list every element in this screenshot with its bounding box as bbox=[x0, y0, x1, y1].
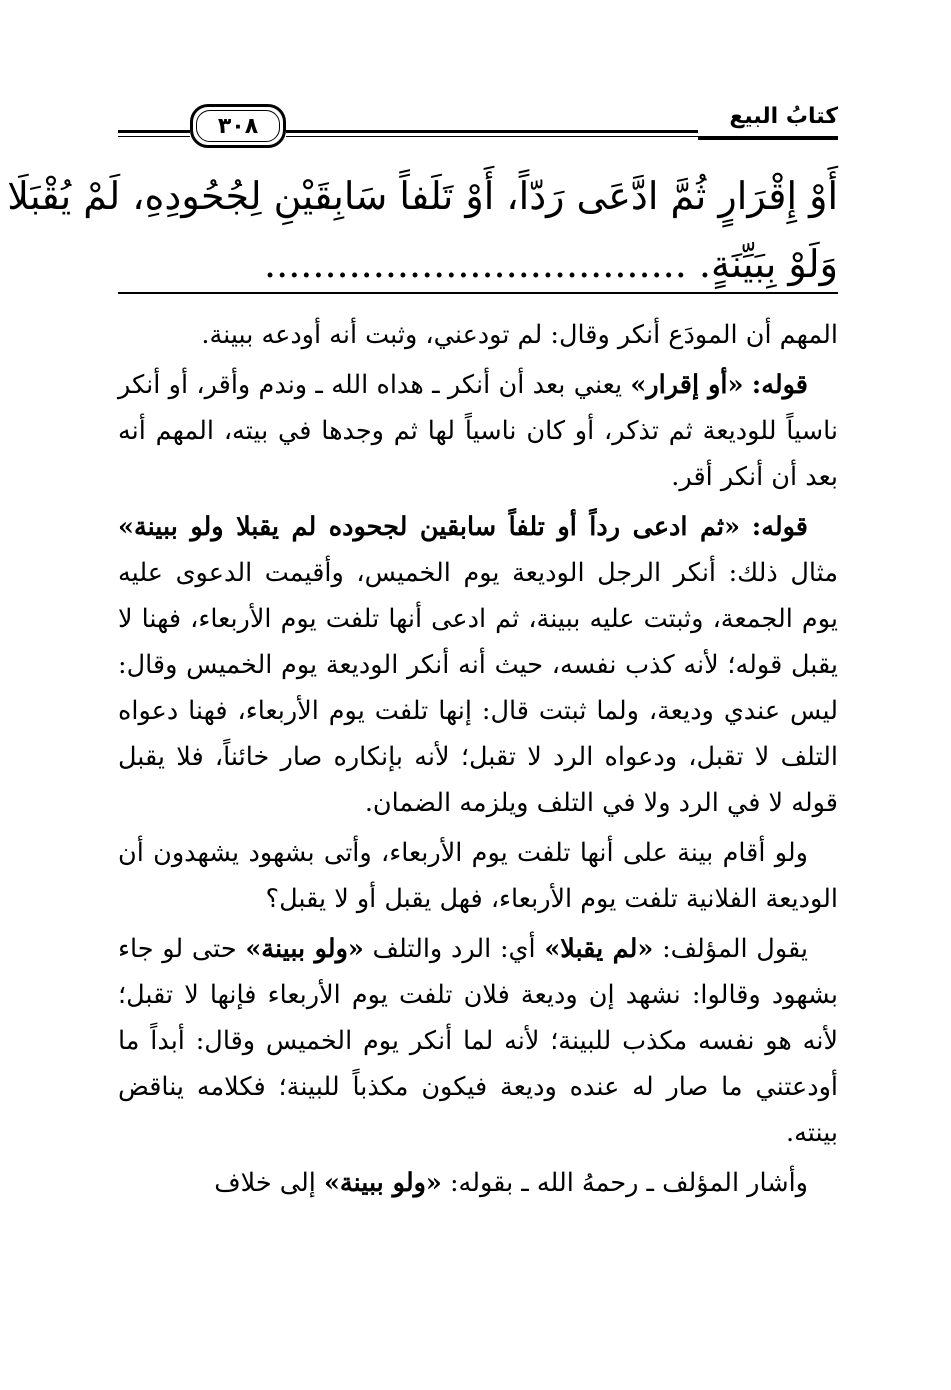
paragraph-2-quote: «أو إقرار» bbox=[630, 370, 744, 400]
commentary bbox=[118, 312, 838, 1206]
matn-line-2-text: وَلَوْ بِبَيِّنَةٍ. bbox=[698, 242, 838, 286]
paragraph-2-text: يعني بعد أن أنكر ـ هداه الله ـ وندم وأقر، أو أنكر ناسياً للوديعة ثم تذكر، أو كان ناسياً لها ثم وجدها في بيته، المهم أنه بعد أن أنكر أقر. bbox=[118, 370, 838, 492]
paragraph-6-quote: «ولو ببينة» bbox=[323, 1168, 442, 1198]
matn-line-2 bbox=[118, 230, 838, 298]
commentary-paragraph-2 bbox=[118, 362, 838, 500]
page-header bbox=[118, 100, 838, 156]
paragraph-2-label: قوله: bbox=[751, 370, 808, 400]
paragraph-5-quote-1: «لم يقبلا» bbox=[544, 934, 654, 964]
commentary-paragraph-3 bbox=[118, 504, 838, 826]
paragraph-6-post: إلى خلاف bbox=[214, 1168, 316, 1198]
matn-line-1: أَوْ إِقْرَارٍ ثُمَّ ادَّعَى رَدّاً، أَوْ تَلَفاً سَابِقَيْنِ لِجُحُودِهِ، لَمْ يُقْبَلَا bbox=[7, 174, 838, 218]
matn-dots: ................................... bbox=[264, 242, 687, 286]
page-number-frame bbox=[196, 110, 280, 142]
matn-text bbox=[7, 162, 838, 298]
commentary-paragraph-5 bbox=[118, 926, 838, 1156]
commentary-paragraph-4 bbox=[118, 830, 838, 922]
commentary-paragraph-6 bbox=[118, 1160, 838, 1206]
paragraph-5-pre: يقول المؤلف: bbox=[662, 934, 809, 964]
paragraph-6-pre: وأشار المؤلف ـ رحمهُ الله ـ بقوله: bbox=[449, 1168, 808, 1198]
header-rule bbox=[286, 130, 698, 137]
paragraph-4-text: ولو أقام بينة على أنها تلفت يوم الأربعاء، وأتى بشهود يشهدون أن الوديعة الفلانية تلفت يوم الأربعاء، فهل يقبل أو لا يقبل؟ bbox=[118, 838, 838, 914]
page-number: ٣٠٨ bbox=[217, 113, 259, 139]
page-number-box bbox=[190, 104, 286, 148]
paragraph-3-label: قوله: bbox=[751, 512, 808, 542]
paragraph-3-text: مثال ذلك: أنكر الرجل الوديعة يوم الخميس، وأقيمت الدعوى عليه يوم الجمعة، وثبتت عليه ببينة، ثم ادعى أنها تلفت يوم الأربعاء، فهنا لا يقبل قوله؛ لأنه كذب نفسه، حيث أنه أنكر الوديعة يوم الخميس وقال: ليس عندي وديعة، ولما ثبتت قال: إنها تلفت يوم الأربعاء، فهنا دعواه التلف لا تقبل، ودعواه الرد لا تقبل؛ لأنه بإنكاره صار خائناً، فلا يقبل قوله لا في الرد ولا في التلف ويلزمه الضمان. bbox=[118, 558, 838, 818]
header-rule-left bbox=[118, 130, 190, 137]
paragraph-1-text: المهم أن المودَع أنكر وقال: لم تودعني، وثبت أنه أودعه ببينة. bbox=[201, 320, 838, 350]
book-title: كتابُ البيع bbox=[729, 104, 838, 129]
paragraph-5-quote-2: «ولو ببينة» bbox=[245, 934, 364, 964]
paragraph-5-mid: أي: الرد والتلف bbox=[372, 934, 536, 964]
title-underline bbox=[698, 136, 838, 140]
paragraph-5-text: حتى لو جاء بشهود وقالوا: نشهد إن وديعة فلان تلفت يوم الأربعاء فإنها لا تقبل؛ لأنه هو نفسه مكذب للبينة؛ لأنه لما أنكر يوم الخميس وقال: أبداً ما أودعتني ما صار له عنده وديعة فيكون مكذباً للبينة؛ فكلامه يناقض بينته. bbox=[118, 934, 838, 1148]
paragraph-3-quote: «ثم ادعى رداً أو تلفاً سابقين لجحوده لم يقبلا ولو ببينة» bbox=[118, 512, 741, 542]
matn-separator bbox=[118, 292, 838, 294]
commentary-paragraph-1 bbox=[118, 312, 838, 358]
